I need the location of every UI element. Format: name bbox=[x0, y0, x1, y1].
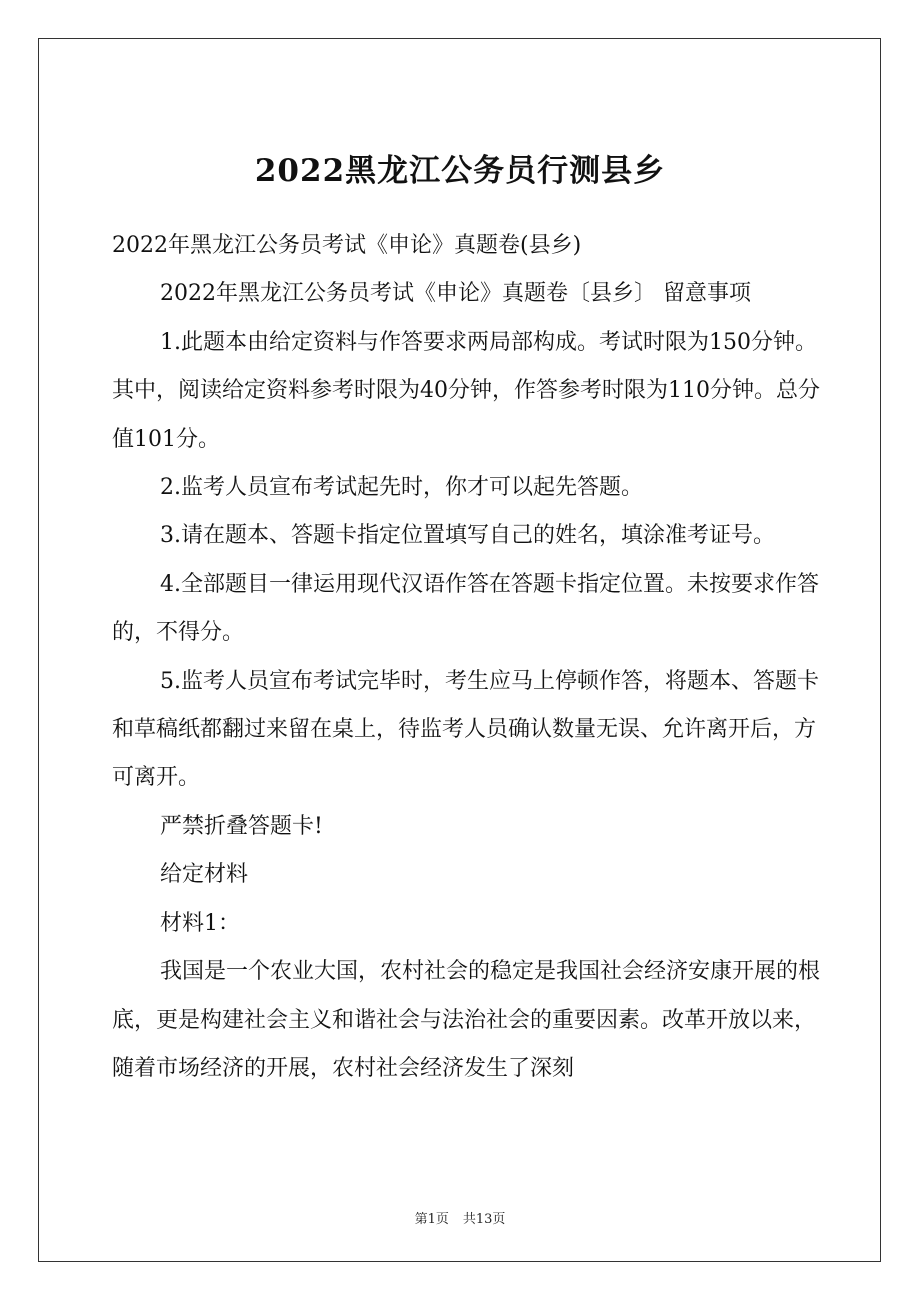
warning-line: 严禁折叠答题卡! bbox=[160, 813, 323, 839]
notice-heading: 2022年黑龙江公务员考试《申论》真题卷〔县乡〕 留意事项 bbox=[160, 281, 751, 307]
notice-item-4: 4.全部题目一律运用现代汉语作答在答题卡指定位置。未按要求作答的，不得分。 bbox=[112, 571, 819, 646]
notice-item-3: 3.请在题本、答题卡指定位置填写自己的姓名，填涂准考证号。 bbox=[160, 523, 775, 549]
section-heading: 给定材料 bbox=[160, 862, 249, 888]
notice-item-5: 5.监考人员宣布考试完毕时，考生应马上停顿作答，将题本、答题卡和草稿纸都翻过来留在桌上，待监考人员确认数量无误、允许离开后，方可离开。 bbox=[112, 668, 819, 791]
material-label: 材料1： bbox=[160, 910, 240, 936]
document-subtitle: 2022年黑龙江公务员考试《申论》真题卷(县乡) bbox=[112, 233, 582, 258]
material-paragraph: 我国是一个农业大国，农村社会的稳定是我国社会经济安康开展的根底，更是构建社会主义和谐社会与法治社会的重要因素。改革开放以来，随着市场经济的开展，农村社会经济发生了深刻 bbox=[112, 959, 821, 1081]
document-body bbox=[112, 222, 824, 1093]
notice-item-1: 1.此题本由给定资料与作答要求两局部构成。考试时限为150分钟。其中，阅读给定资料参考时限为40分钟，作答参考时限为110分钟。总分值101分。 bbox=[112, 329, 820, 452]
notice-item-2: 2.监考人员宣布考试起先时，你才可以起先答题。 bbox=[160, 475, 643, 501]
page-number: 第1页 bbox=[414, 1212, 449, 1227]
document-title: 2022黑龙江公务员行测县乡 bbox=[254, 153, 666, 189]
page-footer bbox=[0, 1208, 920, 1227]
page-total: 共13页 bbox=[462, 1212, 506, 1227]
